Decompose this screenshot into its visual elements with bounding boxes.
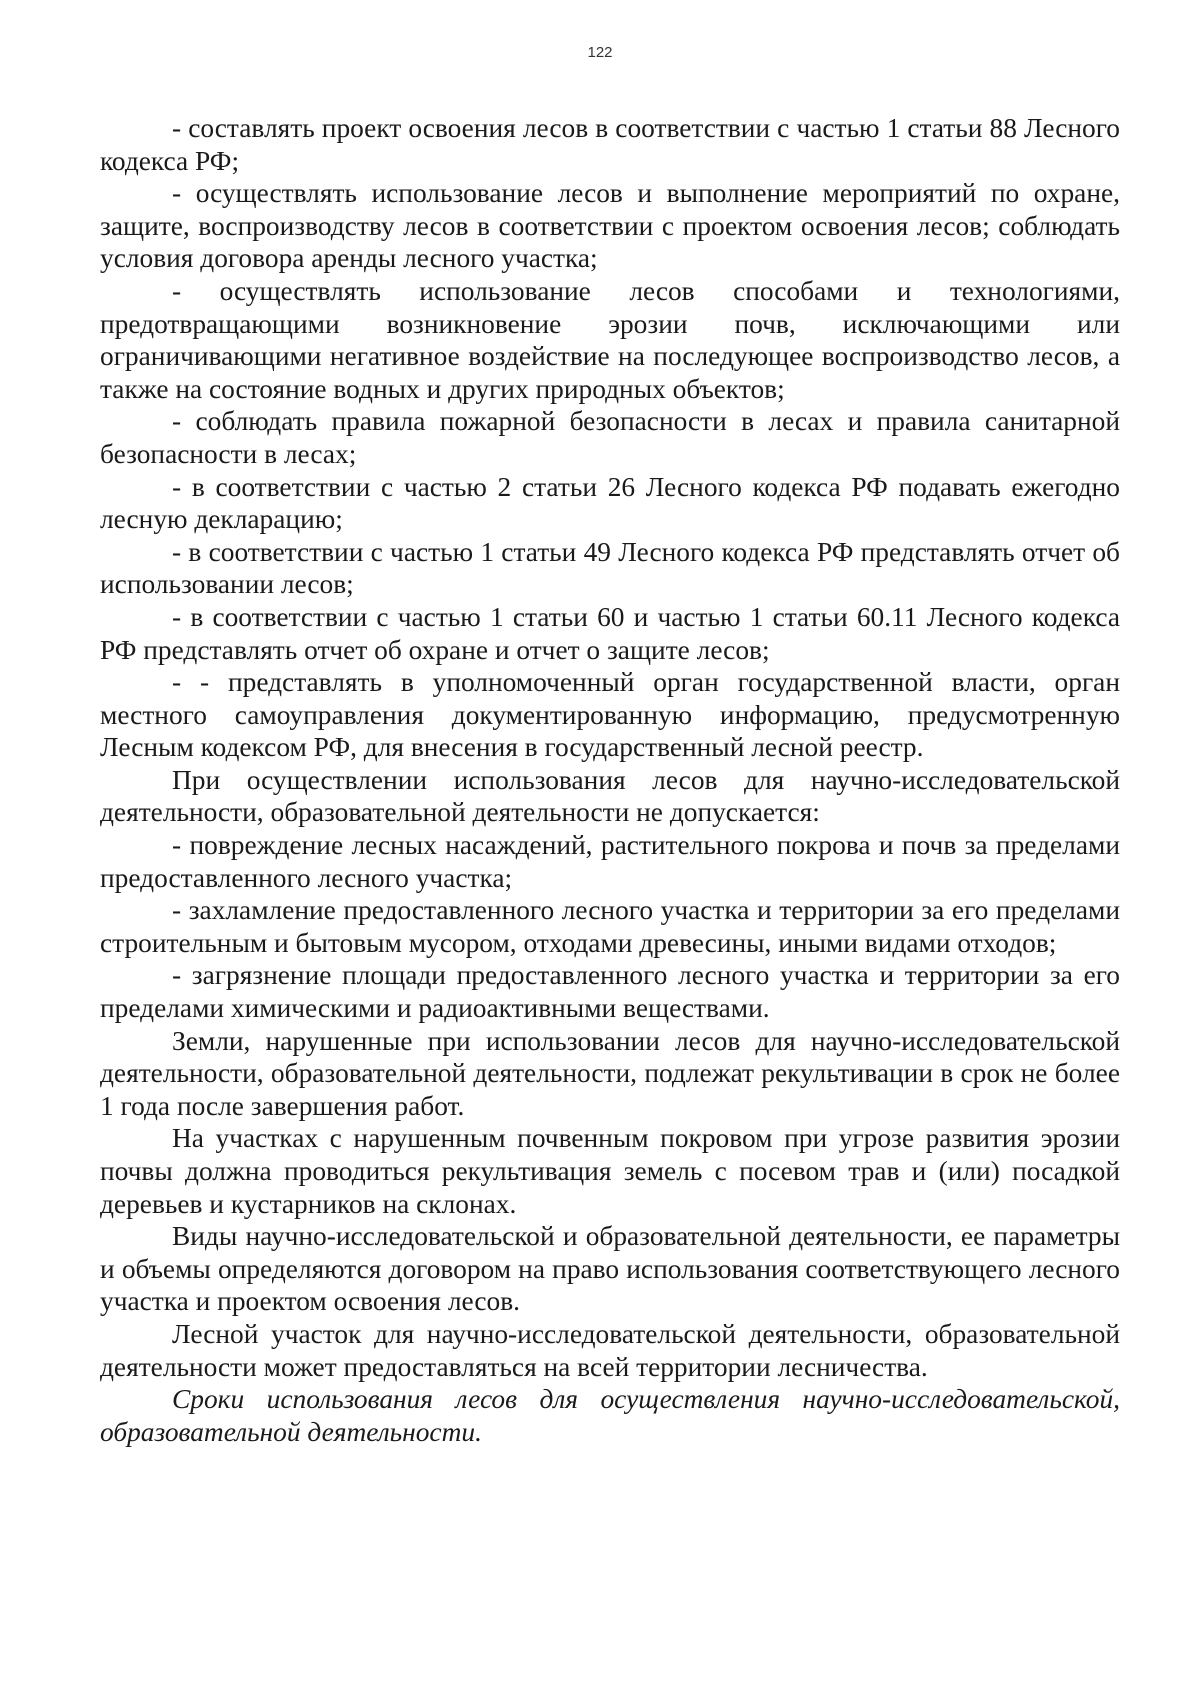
paragraph-16: Лесной участок для научно-исследовательской деятельности, образовательной деятельности может предоставляться на всей территории лесничества. [100,1318,1120,1382]
paragraph-2: - осуществлять использование лесов и выполнение мероприятий по охране, защите, воспроизводству лесов в соответствии с проектом освоения лесов; соблюдать условия договора аренды лесного участка; [100,178,1120,274]
page-number: 122 [587,44,613,61]
paragraph-11: - захламление предоставленного лесного участка и территории за его пределами строительным и бытовым мусором, отходами древесины, иными видами отходов; [100,895,1120,958]
paragraph-9: При осуществлении использования лесов для научно-исследовательской деятельности, образовательной деятельности не допускается: [100,764,1120,828]
paragraph-12: - загрязнение площади предоставленного лесного участка и территории за его пределами химическими и радиоактивными веществами. [100,960,1120,1024]
paragraph-5: - в соответствии с частью 2 статьи 26 Лесного кодекса РФ подавать ежегодно лесную декларацию; [100,471,1120,535]
paragraph-15: Виды научно-исследовательской и образовательной деятельности, ее параметры и объемы определяются договором на право использования соответствующего лесного участка и проектом освоения лесов. [100,1221,1120,1317]
paragraph-14: На участках с нарушенным почвенным покровом при угрозе развития эрозии почвы должна проводиться рекультивация земель с посевом трав и (или) посадкой деревьев и кустарников на склонах. [100,1123,1120,1219]
paragraph-4: - соблюдать правила пожарной безопасности в лесах и правила санитарной безопасности в лесах; [100,406,1120,469]
paragraph-7: - в соответствии с частью 1 статьи 60 и частью 1 статьи 60.11 Лесного кодекса РФ представлять отчет об охране и отчет о защите лесов; [100,601,1120,665]
paragraph-10: - повреждение лесных насаждений, растительного покрова и почв за пределами предоставленного лесного участка; [100,830,1120,893]
paragraph-1: - составлять проект освоения лесов в соответствии с частью 1 статьи 88 Лесного кодекса РФ; [100,113,1120,176]
paragraph-3: - осуществлять использование лесов способами и технологиями, предотвращающими возникновение эрозии почв, исключающими или ограничивающими негативное воздействие на последующее воспроизводство лесов, а также на состояние водных и других природных объектов; [100,275,1120,404]
paragraph-13: Земли, нарушенные при использовании лесов для научно-исследовательской деятельности, образовательной деятельности, подлежат рекультивации в срок не более 1 года после завершения работ. [100,1025,1120,1121]
body-text [100,112,1120,1448]
paragraph-6: - в соответствии с частью 1 статьи 49 Лесного кодекса РФ представлять отчет об использовании лесов; [100,536,1120,600]
paragraph-8: - - представлять в уполномоченный орган государственной власти, орган местного самоуправления документированную информацию, предусмотренную Лесным кодексом РФ, для внесения в государственный лесной реестр. [100,667,1120,763]
closing-italic-heading: Сроки использования лесов для осуществления научно-исследовательской, образовательной деятельности. [100,1384,1120,1447]
